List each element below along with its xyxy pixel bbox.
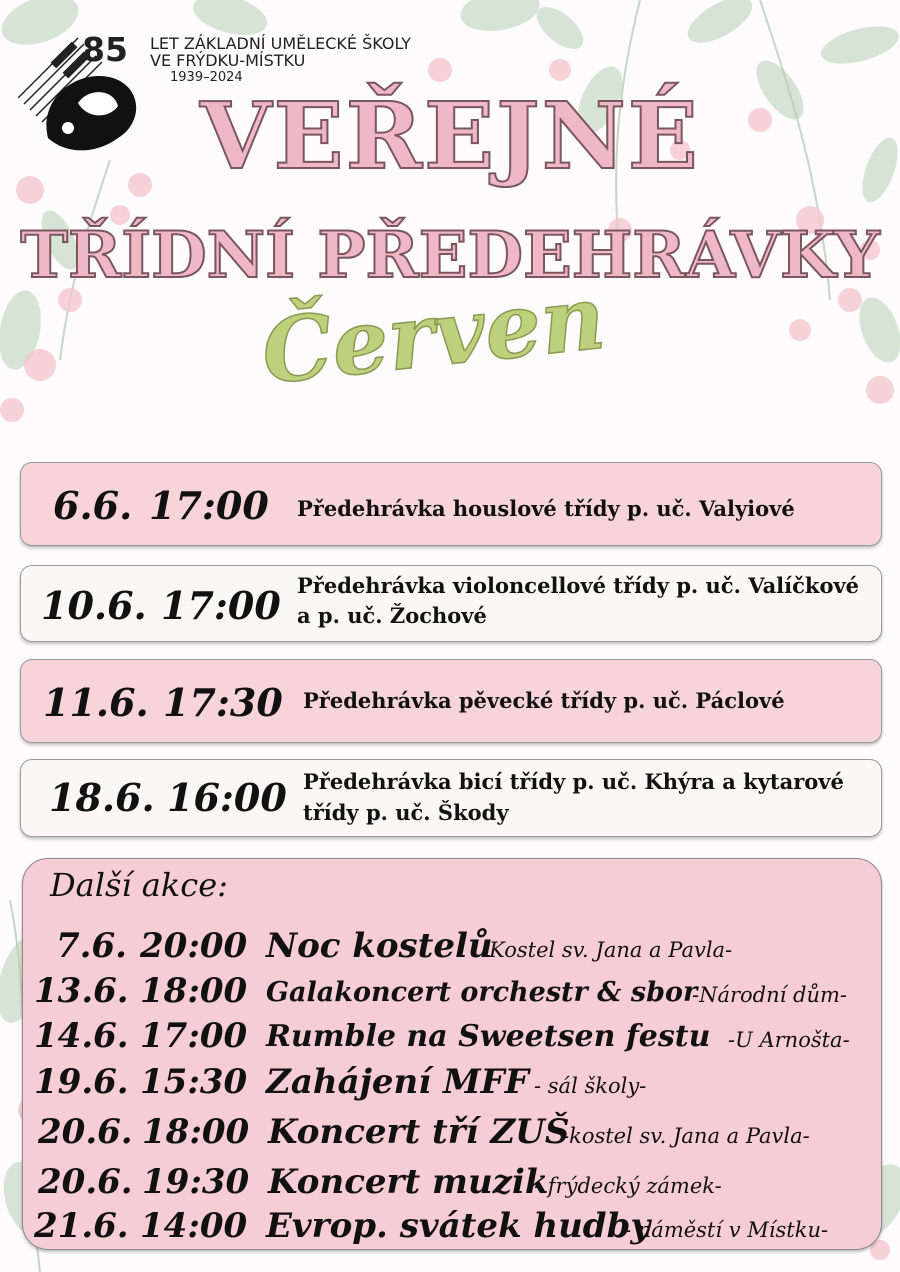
item-date: 19.6.: [34, 1062, 129, 1102]
item-name: Koncert muzik: [268, 1162, 549, 1202]
item-time: 14:00: [140, 1206, 248, 1246]
title-main: VEŘEJNÉ: [200, 82, 700, 190]
logo-school-name: LET ZÁKLADNÍ UMĚLECKÉ ŠKOLY: [150, 34, 412, 53]
event-date: 6.6.: [53, 483, 133, 528]
logo-town: VE FRÝDKU-MÍSTKU: [150, 51, 306, 70]
logo-years: 1939–2024: [170, 70, 243, 85]
item-place: - frýdecký zámek-: [534, 1174, 722, 1198]
event-card: [20, 659, 882, 743]
event-description-line2: třídy p. uč. Škody: [303, 800, 509, 825]
item-time: 18:00: [140, 971, 248, 1011]
list-item: [0, 926, 900, 970]
event-date: 10.6.: [41, 583, 147, 628]
item-name: Zahájení MFF: [266, 1062, 529, 1102]
list-item: [0, 1016, 900, 1060]
title-sub: TŘÍDNÍ PŘEDEHRÁVKY: [20, 218, 880, 293]
item-place: -Národní dům-: [692, 983, 848, 1007]
month-title: Červen: [257, 264, 610, 404]
item-date: 21.6.: [34, 1206, 129, 1246]
list-item: [0, 1206, 900, 1250]
event-date: 11.6.: [43, 680, 149, 725]
event-card: [20, 462, 882, 546]
item-place: -U Arnošta-: [728, 1028, 850, 1052]
event-card: [20, 565, 882, 642]
event-description-line2: a p. uč. Žochové: [297, 603, 487, 628]
item-time: 20:00: [140, 926, 248, 966]
event-date: 18.6.: [49, 775, 155, 820]
item-date: 20.6.: [38, 1112, 133, 1152]
list-item: [0, 971, 900, 1015]
item-place: - sál školy-: [534, 1074, 647, 1098]
event-description: Předehrávka bicí třídy p. uč. Khýra a kytarové: [303, 769, 844, 794]
item-time: 15:30: [140, 1062, 248, 1102]
item-name: Galakoncert orchestr & sbor: [266, 977, 698, 1008]
item-name: Noc kostelů: [266, 926, 493, 966]
item-name: Koncert tří ZUŠ: [268, 1112, 570, 1152]
event-description: Předehrávka violoncellové třídy p. uč. Valíčkové: [297, 573, 860, 598]
event-time: 16:00: [167, 775, 287, 820]
item-date: 20.6.: [38, 1162, 133, 1202]
item-place: -kostel sv. Jana a Pavla-: [562, 1124, 810, 1148]
item-name: Rumble na Sweetsen festu: [266, 1019, 711, 1054]
item-date: 13.6.: [34, 971, 129, 1011]
event-time: 17:00: [149, 483, 269, 528]
item-place: -Kostel sv. Jana a Pavla-: [482, 938, 733, 962]
list-item: [0, 1062, 900, 1106]
event-time: 17:00: [161, 583, 281, 628]
other-events-heading: Další akce:: [50, 866, 228, 904]
item-time: 17:00: [140, 1016, 248, 1056]
list-item: [0, 1162, 900, 1206]
item-date: 14.6.: [34, 1016, 129, 1056]
item-time: 19:30: [142, 1162, 250, 1202]
item-name: Evrop. svátek hudby: [266, 1206, 651, 1246]
event-time: 17:30: [163, 680, 283, 725]
event-description: Předehrávka houslové třídy p. uč. Valyiové: [297, 496, 795, 521]
logo-anniversary-number: 85: [82, 30, 128, 69]
list-item: [0, 1112, 900, 1156]
event-description: Předehrávka pěvecké třídy p. uč. Páclové: [303, 688, 785, 713]
item-date: 7.6.: [56, 926, 127, 966]
item-place: - náměstí v Místku-: [624, 1218, 829, 1242]
event-card: [20, 759, 882, 837]
item-time: 18:00: [142, 1112, 250, 1152]
